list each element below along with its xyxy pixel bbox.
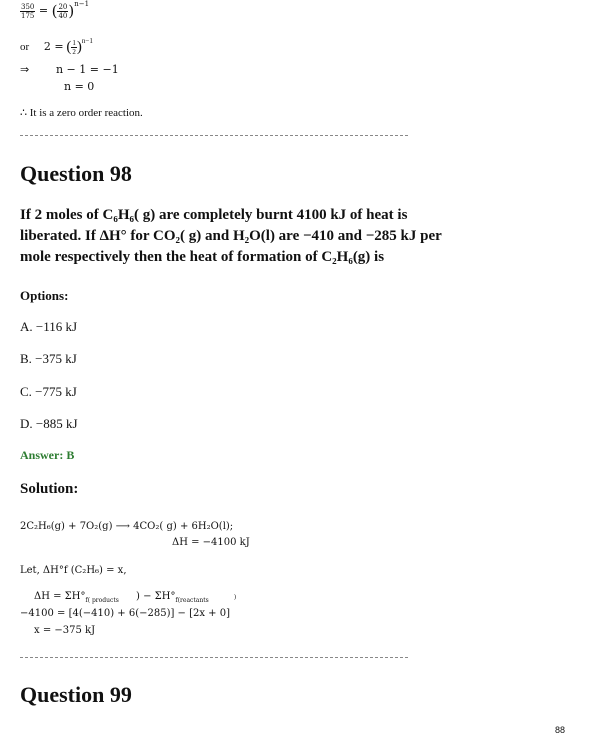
fraction-1-2: $\frac{1}{2}$ [72,39,76,56]
option-c: C. −775 kJ [20,384,77,399]
derivation-line-1: $\frac{350}{175}$ = ( $\frac{20}{40}$ )$^{n-1}$ [21,0,90,20]
solution-let-statement: Let, ΔH°f (C₂H₆) = x, [20,565,127,576]
next-question-title: Question 99 [20,682,132,707]
derivation-line-3: ⇒ n − 1 = −1 [20,63,119,76]
option-b: B. −375 kJ [20,351,77,366]
fraction-350-175: $\frac{350}{175}$ [21,2,35,20]
option-d: D. −885 kJ [20,416,78,431]
question-title: Question 98 [20,161,132,186]
implies-arrow-icon: ⇒ [20,64,30,76]
conclusion-text: ∴ It is a zero order reaction. [20,107,143,119]
derivation-line-4: n = 0 [64,80,95,93]
solution-reaction: 2C₂H₆(g) + 7O₂(g) ⟶ 4CO₂( g) + 6H₂O(l); [20,521,234,532]
answer-text: Answer: B [20,448,75,462]
option-a: A. −116 kJ [20,319,78,334]
fraction-20-40: $\frac{20}{40}$ [58,2,68,20]
options-label: Options: [20,288,69,303]
separator-bottom [20,657,408,658]
solution-equation-1: $\Delta H = \Sigma H^\circ_{f( products}$ ) − $\Sigma H^\circ_{f(reactants}$ ) [34,591,237,604]
separator-top [20,135,408,136]
solution-reaction-enthalpy: ΔH = −4100 kJ [172,537,250,548]
solution-equation-2: −4100 = [4(−410) + 6(−285)] − [2x + 0] [20,608,231,619]
question-text: If 2 moles of C₆H₆( g) are completely burnt 4100 kJ of heat is liberated. If ΔH° for CO₂( g) and H₂O(l) are −410 and −285 kJ per mole respectively then the heat of formation of C₂H₆(g) is [20,207,442,265]
derivation-line-2: or 2 = ( $\frac{1}{2}$ )$^{n-1}$ [20,37,93,56]
solution-equation-3: x = −375 kJ [34,625,96,636]
page-number: 88 [555,725,566,735]
solution-title: Solution: [20,481,79,497]
